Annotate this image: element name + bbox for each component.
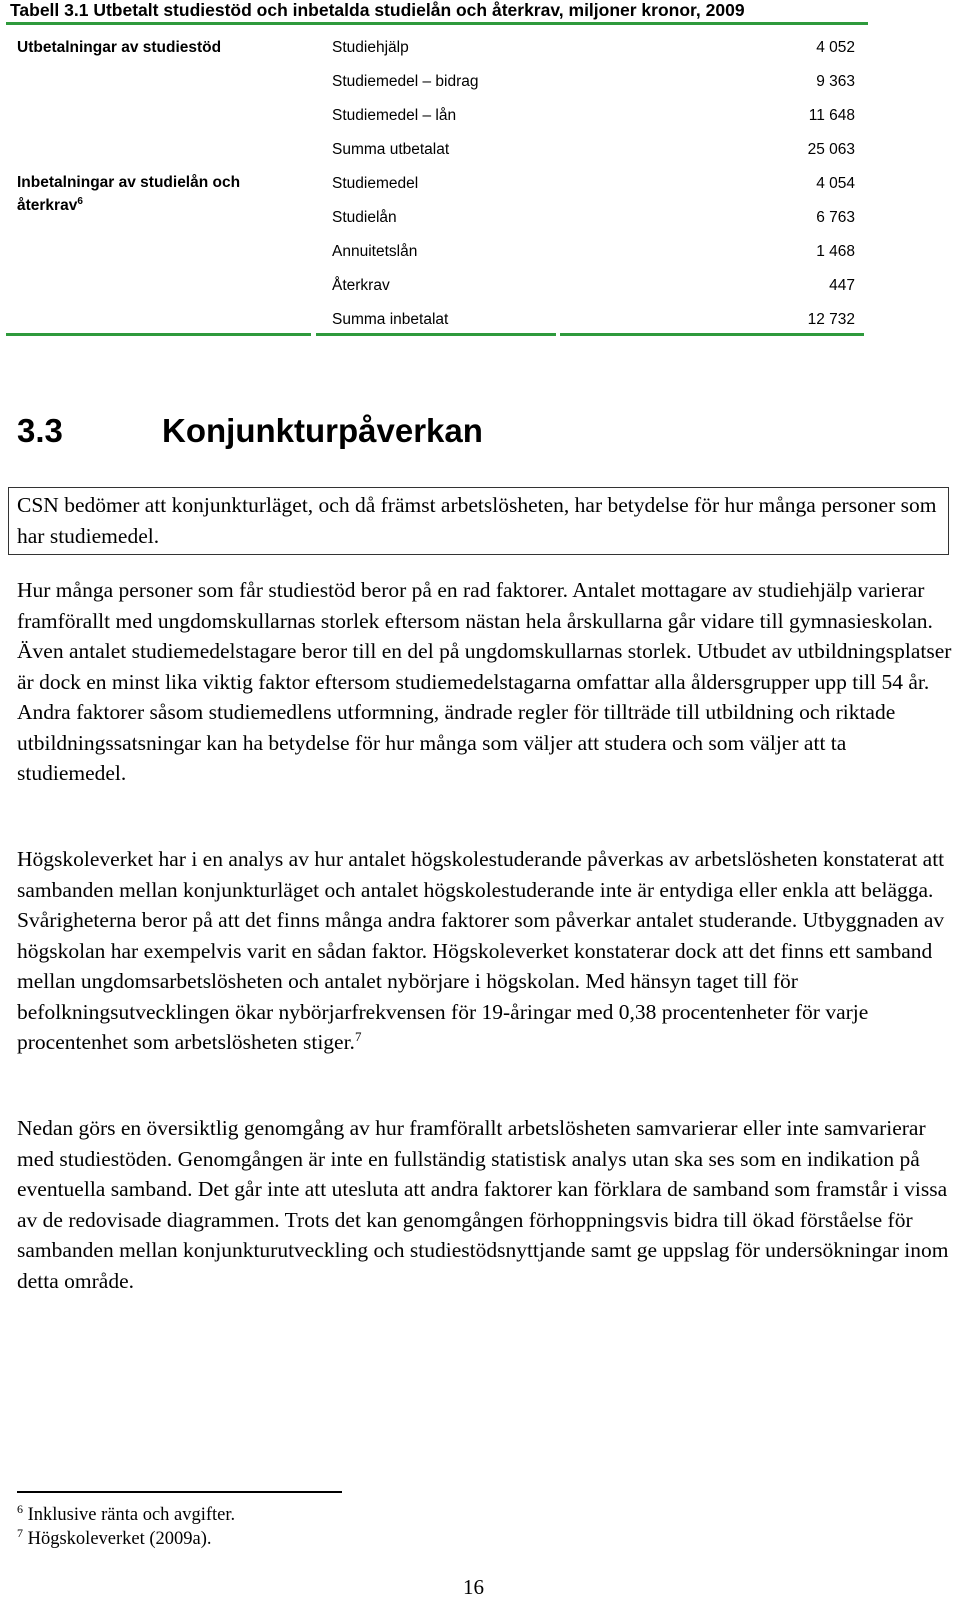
section-heading	[17, 411, 483, 451]
paragraph	[17, 844, 952, 1058]
row-value: 25 063	[807, 141, 855, 158]
row-label: Studiemedel – lån	[332, 107, 457, 124]
footnote-separator	[17, 1491, 342, 1493]
row-value: 6 763	[816, 209, 855, 226]
section-number: 3.3	[17, 412, 63, 449]
paragraph: Hur många personer som får studiestöd beror på en rad faktorer. Antalet mottagare av studiehjälp varierar framförallt med ungdomskullarnas storlek eftersom nästan hela årskullarna går vidare till gymnasieskolan. Även antalet studiemedelstagare beror till en del på ungdomskullarnas storlek. Utbudet av utbildningsplatser är dock en minst lika viktig faktor eftersom studiemedelstagarna omfattar alla åldersgrupper upp till 54 år. Andra faktorer såsom studiemedlens utformning, ändrade regler för tillträde till utbildning och riktade utbildningssatsningar kan ha betydelse för hur många som väljer att studera och som väljer att ta studiemedel.	[17, 578, 952, 785]
footnote-mark: 6	[17, 1502, 23, 1516]
footnote	[17, 1522, 212, 1550]
paragraph: CSN bedömer att konjunkturläget, och då främst arbetslösheten, har betydelse för hur många personer som har studiemedel.	[17, 493, 937, 548]
row-label: Summa inbetalat	[332, 311, 449, 328]
paragraph: Nedan görs en översiktlig genomgång av hur framförallt arbetslösheten samvarierar eller inte samvarierar med studiestöden. Genomgången är inte en fullständig statistisk analys utan ska ses som en indikation på eventuella samband. Det går inte att utesluta att andra faktorer kan förklara de samband som framstår i vissa av de redovisade diagrammen. Trots det kan genomgången förhoppningsvis bidra till ökad förståelse för sambanden mellan konjunkturutveckling och studiestödsnyttjande samt ge uppslag för undersökningar inom detta område.	[17, 1116, 949, 1293]
footnote-text: Inklusive ränta och avgifter.	[27, 1505, 236, 1526]
paragraph-text: Högskoleverket har i en analys av hur antalet högskolestuderande påverkas av arbetslösheten konstaterat att sambanden mellan konjunkturläget och antalet högskolestuderande inte är entydiga eller enkla att belägga. Svårigheterna beror på att det finns många andra faktorer som påverkar antalet studerande. Utbyggnaden av högskolan har exempelvis varit en sådan faktor. Högskoleverket konstaterar dock att det finns ett samband mellan ungdomsarbetslösheten och antalet nybörjare i högskolan. Med hänsyn taget till för befolkningsutvecklingen ökar nybörjarfrekvensen för 19-åringar med 0,38 procentenheter för varje procentenhet som arbetslösheten stiger.	[17, 847, 945, 1054]
row-value: 9 363	[816, 73, 855, 90]
row-label: Summa utbetalat	[332, 141, 450, 158]
group-label-inbetalningar	[17, 173, 287, 215]
table-bottom-rule	[316, 333, 556, 336]
footnote-mark: 7	[17, 1526, 23, 1540]
group-label-utbetalningar	[17, 38, 221, 57]
row-value: 11 648	[808, 107, 855, 124]
row-value: 4 054	[816, 175, 855, 192]
section-title: Konjunkturpåverkan	[162, 412, 483, 449]
row-label: Annuitetslån	[332, 243, 418, 260]
row-label: Studiemedel – bidrag	[332, 73, 479, 90]
row-value: 447	[829, 277, 855, 294]
row-label: Studiemedel	[332, 175, 419, 192]
row-label: Återkrav	[332, 277, 390, 294]
row-label: Studielån	[332, 209, 397, 226]
table-bottom-rule	[560, 333, 864, 336]
footnote-text: Högskoleverket (2009a).	[27, 1529, 212, 1550]
table-title: Tabell 3.1 Utbetalt studiestöd och inbetalda studielån och återkrav, miljoner kronor, 2009	[6, 0, 868, 25]
row-value: 4 052	[816, 39, 855, 56]
table-bottom-rule	[6, 333, 311, 336]
row-value: 1 468	[816, 243, 855, 260]
group-label-text: Utbetalningar av studiestöd	[17, 39, 222, 56]
footnote-ref: 7	[354, 1028, 362, 1044]
row-label: Studiehjälp	[332, 39, 409, 56]
page-number: 16	[463, 1575, 484, 1599]
row-value: 12 732	[807, 311, 855, 328]
group-label-text: Inbetalningar av studielån och återkrav	[17, 174, 241, 215]
footnote-ref: 6	[77, 196, 83, 207]
